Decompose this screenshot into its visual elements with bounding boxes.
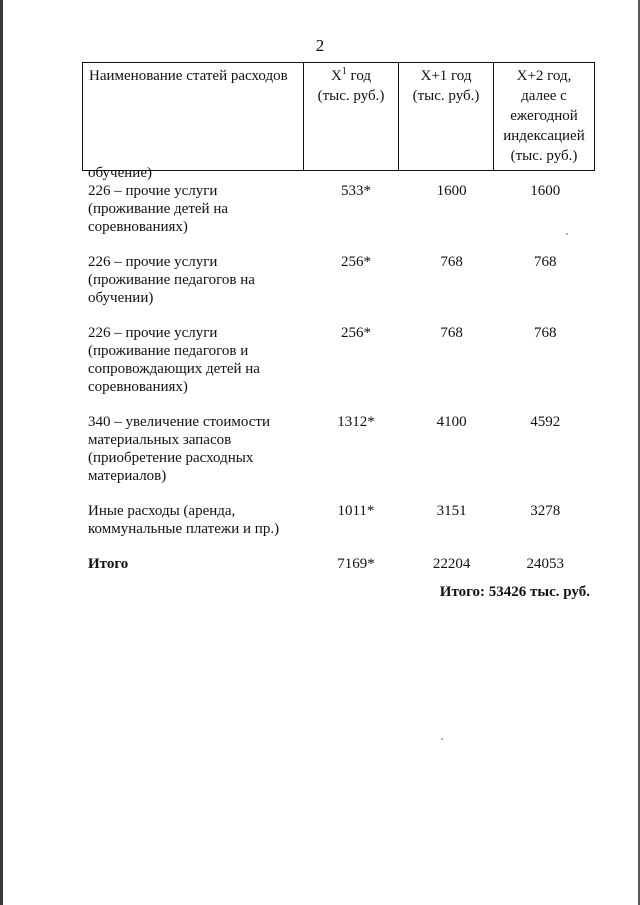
table-row	[82, 502, 592, 538]
header-expense-items	[83, 63, 304, 171]
value-year-x: 533*	[340, 183, 371, 199]
header-year-x2-line2: далее с	[521, 88, 567, 104]
row-name-line: 226 – прочие услуги	[88, 325, 218, 341]
value-year-x1: 768	[440, 254, 463, 270]
header-year-x-footnote: 1	[341, 66, 347, 77]
header-year-x-suffix: год	[346, 68, 372, 84]
header-year-x2	[494, 63, 595, 171]
row-name-line: материальных запасов	[88, 432, 232, 448]
value-year-x1: 22204	[432, 556, 471, 572]
row-name-line: соревнованиях)	[88, 379, 188, 395]
row-name	[82, 555, 297, 573]
header-year-x2-line4: индексацией	[503, 128, 585, 144]
value-year-x: 1312*	[337, 414, 375, 430]
row-name	[82, 253, 297, 307]
row-name	[82, 182, 297, 236]
value-year-x2: 1600	[530, 183, 561, 199]
value-year-x: 1011*	[337, 503, 375, 519]
table-row	[82, 413, 592, 485]
row-name-line: (приобретение расходных	[88, 450, 254, 466]
row-name	[82, 324, 297, 396]
header-row	[83, 63, 595, 171]
grand-total: Итого: 53426 тыс. руб.	[439, 584, 590, 600]
scan-speck	[566, 233, 568, 235]
header-year-x2-line1: X+2 год,	[516, 68, 572, 84]
value-year-x2: 24053	[526, 556, 564, 572]
header-year-x1-title: X+1 год	[420, 68, 472, 84]
page-number: 2	[315, 36, 325, 55]
row-name-line: 226 – прочие услуги	[88, 183, 218, 199]
row-name-line: (проживание детей на	[88, 201, 229, 217]
table-row	[82, 182, 592, 236]
header-year-x-unit: (тыс. руб.)	[317, 88, 385, 104]
row-name	[82, 164, 298, 182]
header-expense-items-label: Наименование статей расходов	[89, 68, 288, 84]
header-year-x1-unit: (тыс. руб.)	[412, 88, 480, 104]
value-year-x: 256*	[340, 254, 371, 270]
value-year-x: 7169*	[337, 556, 375, 572]
scan-left-edge	[0, 0, 3, 905]
table-row	[82, 324, 592, 396]
header-year-x-letter: X	[330, 68, 342, 84]
value-year-x1: 3151	[436, 503, 467, 519]
row-name-line: (проживание педагогов и	[88, 343, 249, 359]
row-name-line: сопровождающих детей на	[88, 361, 260, 377]
expense-table-header	[82, 62, 595, 171]
value-year-x1: 4100	[436, 414, 467, 430]
row-name	[82, 502, 297, 538]
value-year-x1: 1600	[436, 183, 467, 199]
table-row-total	[82, 555, 592, 573]
value-year-x2: 4592	[530, 414, 561, 430]
header-year-x2-line5: (тыс. руб.)	[510, 148, 578, 164]
row-name	[82, 413, 297, 485]
row-name-line: (проживание педагогов на	[88, 272, 255, 288]
value-year-x2: 3278	[530, 503, 561, 519]
row-name-line: 340 – увеличение стоимости	[88, 414, 270, 430]
row-name-line: Иные расходы (аренда,	[88, 503, 236, 519]
value-year-x1: 768	[440, 325, 463, 341]
header-year-x-title	[308, 66, 394, 86]
value-year-x2: 768	[533, 254, 557, 270]
scan-speck	[441, 738, 443, 740]
expense-table-body	[82, 164, 592, 573]
row-name-line: Итого	[88, 556, 129, 572]
row-name-line: соревнованиях)	[88, 219, 188, 235]
table-row	[82, 253, 592, 307]
value-year-x2: 768	[533, 325, 557, 341]
row-name-line: обучении)	[88, 290, 154, 306]
header-year-x	[304, 63, 399, 171]
header-year-x2-line3: ежегодной	[510, 108, 578, 124]
header-year-x1	[399, 63, 494, 171]
row-name-line: коммунальные платежи и пр.)	[88, 521, 280, 537]
row-name-line: обучение)	[88, 165, 152, 181]
row-name-line: 226 – прочие услуги	[88, 254, 218, 270]
value-year-x: 256*	[340, 325, 371, 341]
row-name-line: материалов)	[88, 468, 167, 484]
table-row	[82, 164, 592, 182]
